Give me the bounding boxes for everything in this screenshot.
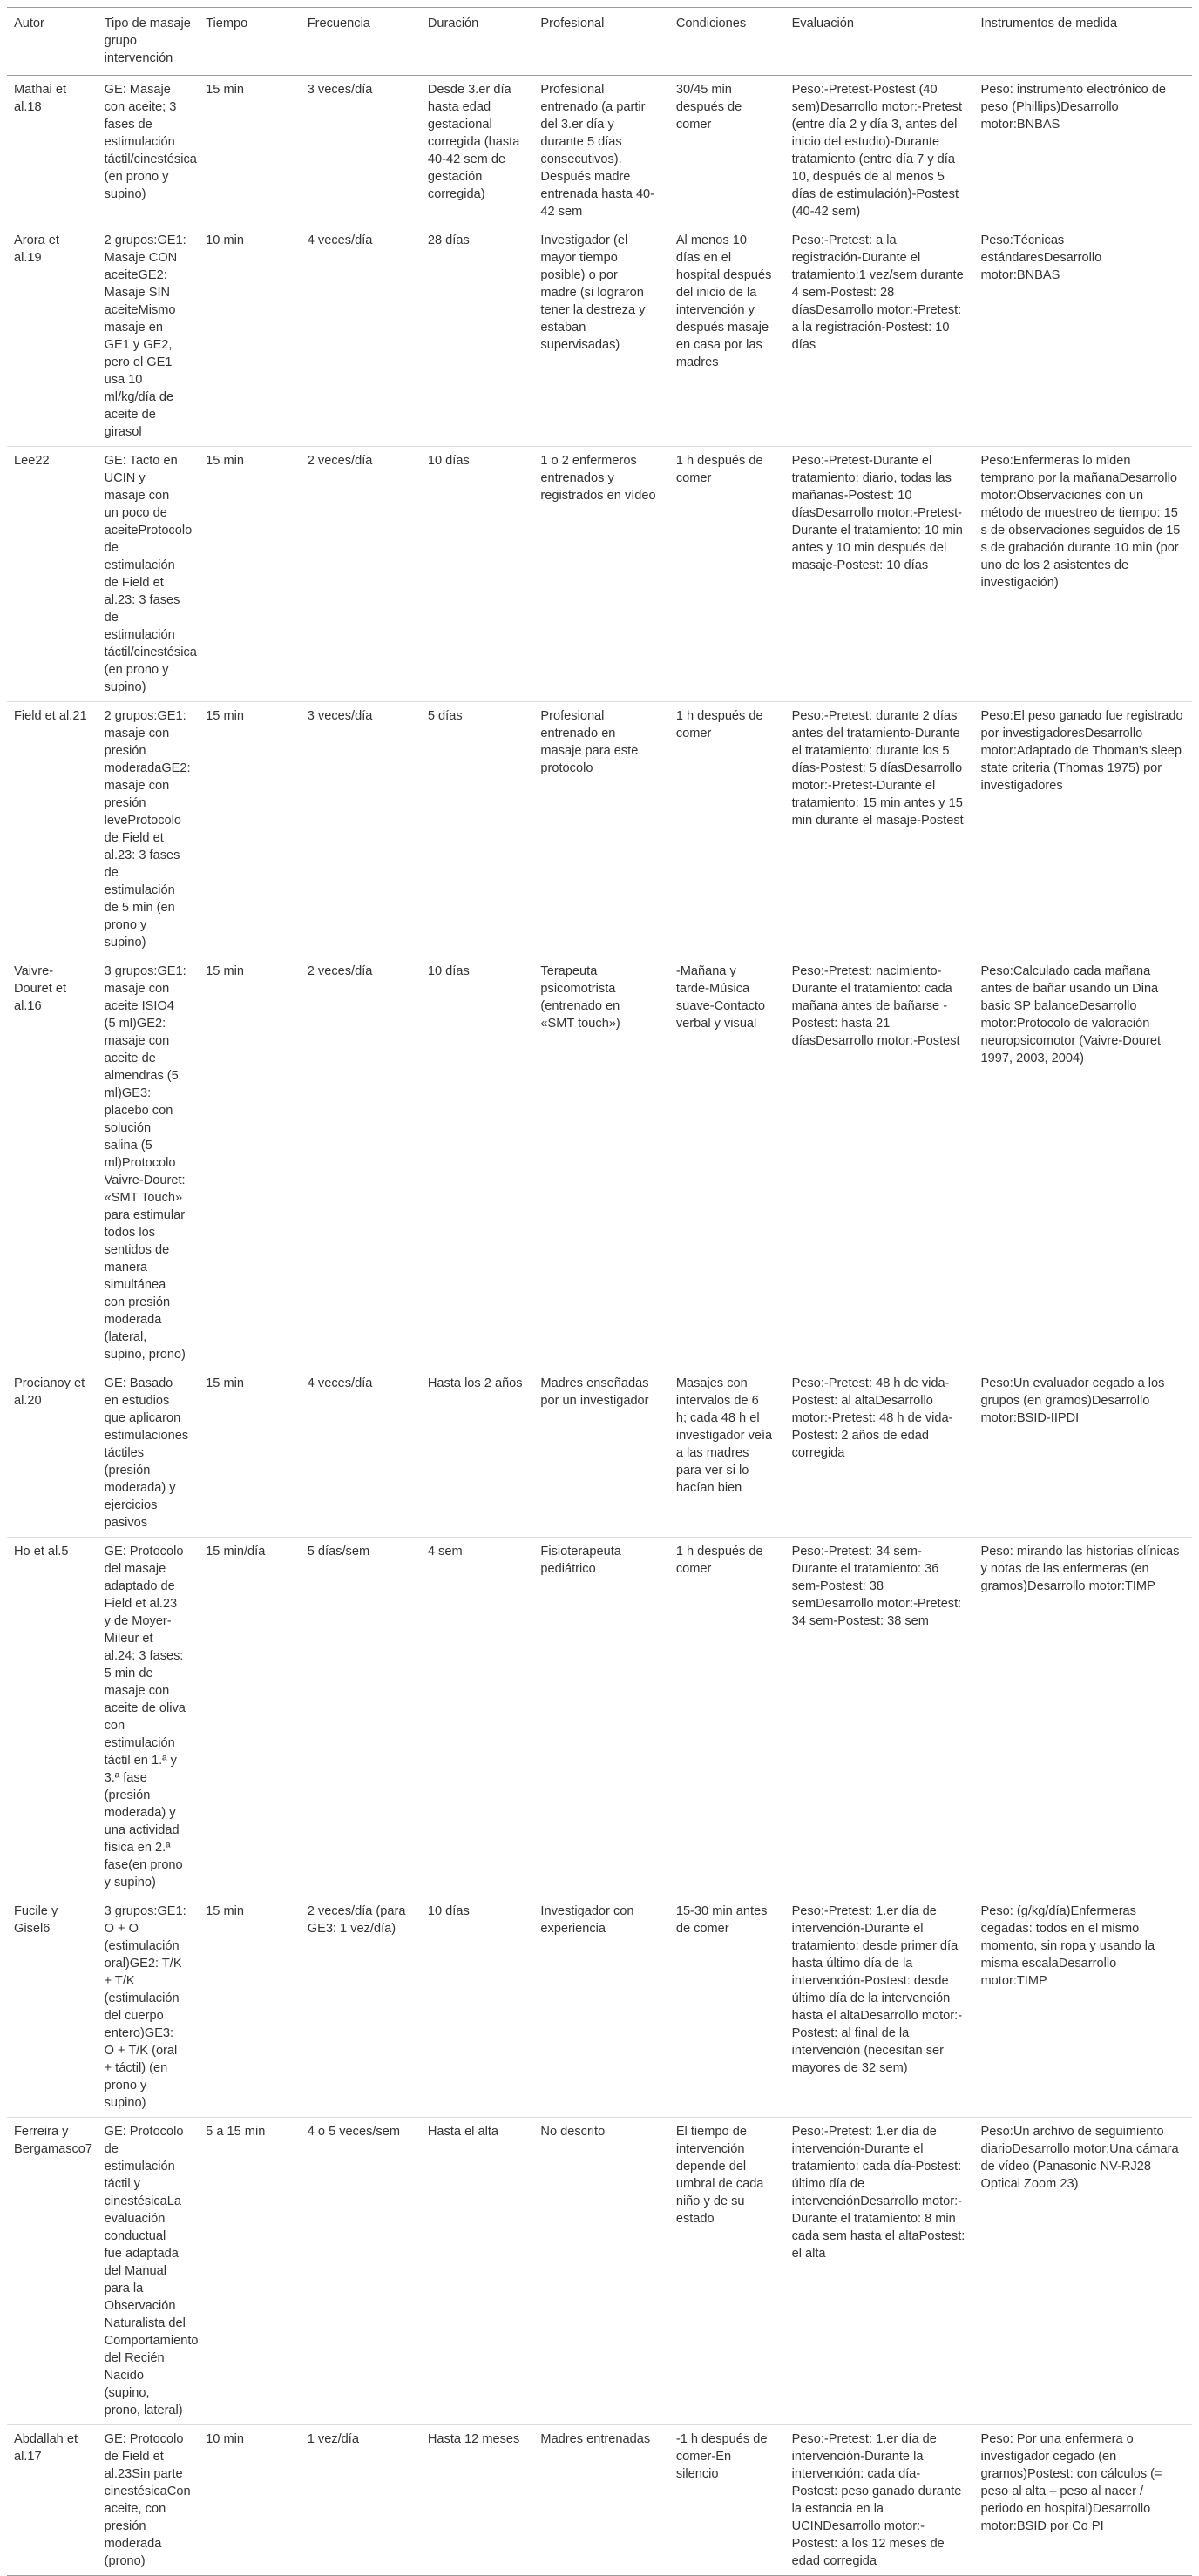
cell-instrumentos: Peso: mirando las historias clínicas y notas de las enfermeras (en gramos)Desarrollo motor:TIMP [974,1538,1192,1897]
cell-condiciones: Masajes con intervalos de 6 h; cada 48 h el investigador veía a las madres para ver si lo hacían bien [669,1369,785,1538]
table-row [7,1897,1192,2118]
table-row [7,957,1192,1369]
cell-duracion: Hasta el alta [421,2118,534,2425]
cell-instrumentos: Peso:El peso ganado fue registrado por investigadoresDesarrollo motor:Adaptado de Thoman's sleep state criteria (Thomas 1975) por investigadores [974,702,1192,957]
header-duracion: Duración [421,8,534,76]
cell-tipo: 3 grupos:GE1: masaje con aceite ISIO4 (5 ml)GE2: masaje con aceite de almendras (5 ml)GE3: placebo con solución salina (5 ml)Protocolo Vaivre-Douret: «SMT Touch» para estimular todos los sentidos de manera simultánea con presión moderada (lateral, supino, prono) [98,957,200,1369]
massage-studies-table [7,7,1192,2576]
cell-condiciones: 1 h después de comer [669,447,785,702]
cell-autor: Mathai et al.18 [7,76,98,226]
cell-profesional: Madres entrenadas [533,2425,668,2576]
cell-profesional: No descrito [533,2118,668,2425]
cell-duracion: 4 sem [421,1538,534,1897]
table-header-row [7,8,1192,76]
cell-instrumentos: Peso:Enfermeras lo miden temprano por la mañanaDesarrollo motor:Observaciones con un método de muestreo de tiempo: 15 s de observaciones seguidos de 15 s de grabación durante 10 min (por uno de los 2 asistentes de investigación) [974,447,1192,702]
cell-autor: Lee22 [7,447,98,702]
cell-duracion: 10 días [421,1897,534,2118]
cell-frecuencia: 2 veces/día (para GE3: 1 vez/día) [301,1897,421,2118]
cell-frecuencia: 3 veces/día [301,76,421,226]
cell-duracion: Hasta 12 meses [421,2425,534,2576]
cell-evaluacion: Peso:-Pretest: 1.er día de intervención-Durante el tratamiento: desde primer día hasta último día de la intervención-Postest: desde último día de la intervención hasta el altaDesarrollo motor:-Postest: al final de la intervención (necesitan ser mayores de 32 sem) [785,1897,974,2118]
cell-instrumentos: Peso:Técnicas estándaresDesarrollo motor:BNBAS [974,226,1192,447]
header-profesional: Profesional [533,8,668,76]
cell-condiciones: 15-30 min antes de comer [669,1897,785,2118]
table-row [7,76,1192,226]
cell-evaluacion: Peso:-Pretest-Durante el tratamiento: diario, todas las mañanas-Postest: 10 díasDesarrollo motor:-Pretest-Durante el tratamiento: 10 min antes y 10 min después del masaje-Postest: 10 días [785,447,974,702]
cell-profesional: Fisioterapeuta pediátrico [533,1538,668,1897]
cell-condiciones: 1 h después de comer [669,1538,785,1897]
cell-tipo: GE: Masaje con aceite; 3 fases de estimulación táctil/cinestésica (en prono y supino) [98,76,200,226]
cell-frecuencia: 4 veces/día [301,226,421,447]
cell-condiciones: 30/45 min después de comer [669,76,785,226]
cell-autor: Ho et al.5 [7,1538,98,1897]
header-instrumentos: Instrumentos de medida [974,8,1192,76]
cell-evaluacion: Peso:-Pretest-Postest (40 sem)Desarrollo motor:-Pretest (entre día 2 y día 3, antes del inicio del estudio)-Durante tratamiento (entre día 7 y día 10, después de al menos 5 días de estimulación)-Postest (40-42 sem) [785,76,974,226]
cell-tiempo: 5 a 15 min [199,2118,301,2425]
cell-profesional: Profesional entrenado (a partir del 3.er día y durante 5 días consecutivos). Después madre entrenada hasta 40-42 sem [533,76,668,226]
cell-condiciones: -1 h después de comer-En silencio [669,2425,785,2576]
cell-condiciones: Al menos 10 días en el hospital después del inicio de la intervención y después masaje en casa por las madres [669,226,785,447]
cell-tiempo: 10 min [199,2425,301,2576]
table-row [7,702,1192,957]
cell-condiciones: El tiempo de intervención depende del umbral de cada niño y de su estado [669,2118,785,2425]
document [7,7,1192,2576]
cell-tiempo: 15 min [199,447,301,702]
cell-frecuencia: 2 veces/día [301,957,421,1369]
header-condiciones: Condiciones [669,8,785,76]
table-row [7,2425,1192,2576]
cell-duracion: 10 días [421,447,534,702]
header-tipo: Tipo de masaje grupo intervención [98,8,200,76]
cell-autor: Field et al.21 [7,702,98,957]
cell-instrumentos: Peso: instrumento electrónico de peso (Phillips)Desarrollo motor:BNBAS [974,76,1192,226]
cell-tipo: GE: Protocolo de Field et al.23Sin parte cinestésicaCon aceite, con presión moderada (prono) [98,2425,200,2576]
cell-evaluacion: Peso:-Pretest: 48 h de vida-Postest: al altaDesarrollo motor:-Pretest: 48 h de vida-Postest: 2 años de edad corregida [785,1369,974,1538]
cell-duracion: 28 días [421,226,534,447]
cell-instrumentos: Peso: Por una enfermera o investigador cegado (en gramos)Postest: con cálculos (= peso al alta – peso al nacer / periodo en hospital)Desarrollo motor:BSID por Co PI [974,2425,1192,2576]
cell-tiempo: 15 min [199,76,301,226]
cell-tiempo: 10 min [199,226,301,447]
cell-duracion: 5 días [421,702,534,957]
cell-profesional: Investigador (el mayor tiempo posible) o por madre (si lograron tener la destreza y estaban supervisadas) [533,226,668,447]
cell-instrumentos: Peso:Un evaluador cegado a los grupos (en gramos)Desarrollo motor:BSID-IIPDI [974,1369,1192,1538]
cell-tipo: GE: Protocolo de estimulación táctil y cinestésicaLa evaluación conductual fue adaptada del Manual para la Observación Naturalista del Comportamiento del Recién Nacido (supino, prono, lateral) [98,2118,200,2425]
header-evaluacion: Evaluación [785,8,974,76]
cell-instrumentos: Peso:Calculado cada mañana antes de bañar usando un Dina basic SP balanceDesarrollo motor:Protocolo de valoración neuropsicomotor (Vaivre-Douret 1997, 2003, 2004) [974,957,1192,1369]
table-row [7,447,1192,702]
cell-profesional: Terapeuta psicomotrista (entrenado en «SMT touch») [533,957,668,1369]
cell-evaluacion: Peso:-Pretest: durante 2 días antes del tratamiento-Durante el tratamiento: durante los 5 días-Postest: 5 díasDesarrollo motor:-Pretest-Durante el tratamiento: 15 min antes y 15 min durante el masaje-Postest [785,702,974,957]
cell-autor: Abdallah et al.17 [7,2425,98,2576]
cell-tiempo: 15 min [199,957,301,1369]
cell-frecuencia: 5 días/sem [301,1538,421,1897]
cell-tiempo: 15 min [199,1369,301,1538]
table-row [7,226,1192,447]
header-frecuencia: Frecuencia [301,8,421,76]
cell-instrumentos: Peso: (g/kg/día)Enfermeras cegadas: todos en el mismo momento, sin ropa y usando la misma escalaDesarrollo motor:TIMP [974,1897,1192,2118]
cell-autor: Arora et al.19 [7,226,98,447]
cell-autor: Ferreira y Bergamasco7 [7,2118,98,2425]
table-row [7,2118,1192,2425]
cell-frecuencia: 3 veces/día [301,702,421,957]
cell-tipo: 3 grupos:GE1: O + O (estimulación oral)GE2: T/K + T/K (estimulación del cuerpo entero)GE3: O + T/K (oral + táctil) (en prono y supino) [98,1897,200,2118]
cell-evaluacion: Peso:-Pretest: 34 sem-Durante el tratamiento: 36 sem-Postest: 38 semDesarrollo motor:-Pretest: 34 sem-Postest: 38 sem [785,1538,974,1897]
cell-frecuencia: 2 veces/día [301,447,421,702]
cell-frecuencia: 4 veces/día [301,1369,421,1538]
cell-profesional: Investigador con experiencia [533,1897,668,2118]
cell-frecuencia: 1 vez/día [301,2425,421,2576]
cell-instrumentos: Peso:Un archivo de seguimiento diarioDesarrollo motor:Una cámara de vídeo (Panasonic NV-RJ28 Optical Zoom 23) [974,2118,1192,2425]
cell-evaluacion: Peso:-Pretest: 1.er día de intervención-Durante la intervención: cada día-Postest: peso ganado durante la estancia en la UCINDesarrollo motor:-Postest: a los 12 meses de edad corregida [785,2425,974,2576]
cell-tiempo: 15 min/día [199,1538,301,1897]
cell-frecuencia: 4 o 5 veces/sem [301,2118,421,2425]
cell-profesional: 1 o 2 enfermeros entrenados y registrados en vídeo [533,447,668,702]
cell-evaluacion: Peso:-Pretest: 1.er día de intervención-Durante el tratamiento: cada día-Postest: último día de intervenciónDesarrollo motor:-Durante el tratamiento: 8 min cada sem hasta el altaPostest: el alta [785,2118,974,2425]
cell-autor: Procianoy et al.20 [7,1369,98,1538]
cell-duracion: 10 días [421,957,534,1369]
header-autor: Autor [7,8,98,76]
cell-evaluacion: Peso:-Pretest: a la registración-Durante el tratamiento:1 vez/sem durante 4 sem-Postest: 28 díasDesarrollo motor:-Pretest: a la registración-Postest: 10 días [785,226,974,447]
cell-tipo: GE: Tacto en UCIN y masaje con un poco de aceiteProtocolo de estimulación de Field et al.23: 3 fases de estimulación táctil/cinestésica (en prono y supino) [98,447,200,702]
cell-autor: Vaivre-Douret et al.16 [7,957,98,1369]
cell-tipo: GE: Basado en estudios que aplicaron estimulaciones táctiles (presión moderada) y ejercicios pasivos [98,1369,200,1538]
cell-profesional: Profesional entrenado en masaje para este protocolo [533,702,668,957]
cell-condiciones: 1 h después de comer [669,702,785,957]
table-row [7,1369,1192,1538]
table-row [7,1538,1192,1897]
cell-condiciones: -Mañana y tarde-Música suave-Contacto verbal y visual [669,957,785,1369]
cell-tipo: 2 grupos:GE1: masaje con presión moderadaGE2: masaje con presión leveProtocolo de Field et al.23: 3 fases de estimulación de 5 min (en prono y supino) [98,702,200,957]
cell-evaluacion: Peso:-Pretest: nacimiento-Durante el tratamiento: cada mañana antes de bañarse -Postest: hasta 21 díasDesarrollo motor:-Postest [785,957,974,1369]
header-tiempo: Tiempo [199,8,301,76]
cell-tiempo: 15 min [199,702,301,957]
cell-duracion: Hasta los 2 años [421,1369,534,1538]
cell-tipo: GE: Protocolo del masaje adaptado de Field et al.23 y de Moyer-Mileur et al.24: 3 fases: 5 min de masaje con aceite de oliva con estimulación táctil en 1.ª y 3.ª fase (presión moderada) y una actividad física en 2.ª fase(en prono y supino) [98,1538,200,1897]
cell-profesional: Madres enseñadas por un investigador [533,1369,668,1538]
cell-tipo: 2 grupos:GE1: Masaje CON aceiteGE2: Masaje SIN aceiteMismo masaje en GE1 y GE2, pero el GE1 usa 10 ml/kg/día de aceite de girasol [98,226,200,447]
cell-autor: Fucile y Gisel6 [7,1897,98,2118]
cell-duracion: Desde 3.er día hasta edad gestacional corregida (hasta 40-42 sem de gestación corregida) [421,76,534,226]
cell-tiempo: 15 min [199,1897,301,2118]
